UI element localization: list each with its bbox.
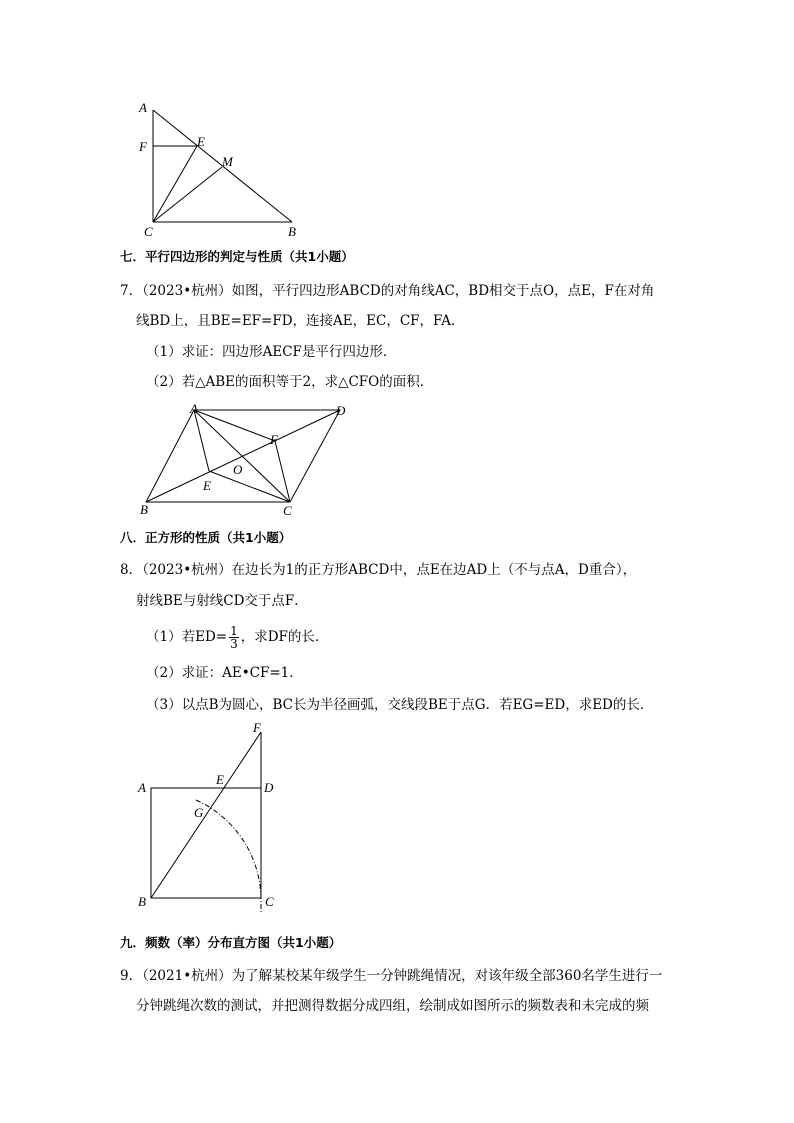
segment-fa bbox=[194, 410, 275, 441]
point-label-c: C bbox=[265, 894, 274, 909]
segment-ce bbox=[153, 146, 197, 222]
question-8-part-1 bbox=[146, 625, 328, 650]
ray-bf bbox=[151, 732, 261, 898]
figure-q6-triangle bbox=[130, 98, 300, 240]
point-label-f: F bbox=[253, 720, 261, 735]
question-8-part-3: （3）以点B为圆心，BC长为半径画弧，交线段BE于点G．若EG=ED，求ED的长． bbox=[146, 697, 654, 713]
point-label-m: M bbox=[222, 154, 233, 169]
section-heading-9: 九．频数（率）分布直方图（共1小题） bbox=[120, 935, 342, 950]
point-label-f: F bbox=[270, 432, 278, 447]
diagonal-bd bbox=[146, 410, 340, 502]
segment-cm bbox=[153, 167, 222, 222]
segment-ae bbox=[194, 410, 209, 471]
question-7-part-2: （2）若△ABE的面积等于2，求△CFO的面积． bbox=[146, 374, 434, 390]
section-heading-7: 七．平行四边形的判定与性质（共1小题） bbox=[120, 249, 354, 264]
point-label-e: E bbox=[216, 772, 224, 787]
fraction-one-third bbox=[229, 625, 239, 650]
question-9-line-1: 9．（2021•杭州）为了解某校某年级学生一分钟跳绳情况，对该年级全部360名学生进行一 bbox=[120, 968, 663, 984]
point-label-a: A bbox=[190, 401, 198, 416]
point-label-g: G bbox=[194, 805, 204, 820]
point-label-d: D bbox=[336, 403, 346, 418]
segment-ec bbox=[209, 471, 290, 502]
point-label-a: A bbox=[139, 100, 147, 115]
part-1-suffix: ，求DF的长． bbox=[240, 629, 329, 645]
point-label-d: D bbox=[264, 780, 274, 795]
point-label-o: O bbox=[233, 462, 243, 477]
question-7-part-1: （1）求证：四边形AECF是平行四边形． bbox=[146, 344, 397, 360]
question-9-line-2: 分钟跳绳次数的测试，并把测得数据分成四组，绘制成如图所示的频数表和未完成的频 bbox=[136, 998, 649, 1014]
point-label-b: B bbox=[138, 894, 146, 909]
question-8-part-2: （2）求证：AE•CF=1． bbox=[146, 665, 303, 681]
fraction-denominator: 3 bbox=[230, 637, 238, 651]
fraction-numerator: 1 bbox=[230, 624, 238, 638]
point-label-e: E bbox=[197, 134, 205, 149]
arc-bc bbox=[196, 800, 261, 912]
point-label-c: C bbox=[283, 503, 292, 518]
question-8-line-1: 8．（2023•杭州）在边长为1的正方形ABCD中，点E在边AD上（不与点A，D重合）， bbox=[120, 562, 637, 578]
point-label-e: E bbox=[203, 478, 211, 493]
figure-q8-square bbox=[130, 720, 290, 915]
segment-cf bbox=[275, 441, 290, 502]
point-label-b: B bbox=[140, 502, 148, 517]
point-label-a: A bbox=[138, 780, 146, 795]
point-label-c: C bbox=[144, 224, 153, 239]
point-label-b: B bbox=[288, 224, 296, 239]
question-7-line-1: 7．（2023•杭州）如图，平行四边形ABCD的对角线AC，BD相交于点O，点E，F在对角 bbox=[120, 283, 655, 299]
question-8-line-2: 射线BE与射线CD交于点F． bbox=[136, 593, 308, 609]
square-abcd bbox=[151, 788, 261, 898]
figure-q7-parallelogram bbox=[130, 400, 360, 520]
question-7-line-2: 线BD上，且BE=EF=FD，连接AE，EC，CF，FA． bbox=[136, 313, 465, 329]
section-heading-8: 八．正方形的性质（共1小题） bbox=[120, 530, 292, 545]
point-label-f: F bbox=[139, 139, 147, 154]
part-1-prefix: （1）若ED= bbox=[146, 629, 228, 645]
